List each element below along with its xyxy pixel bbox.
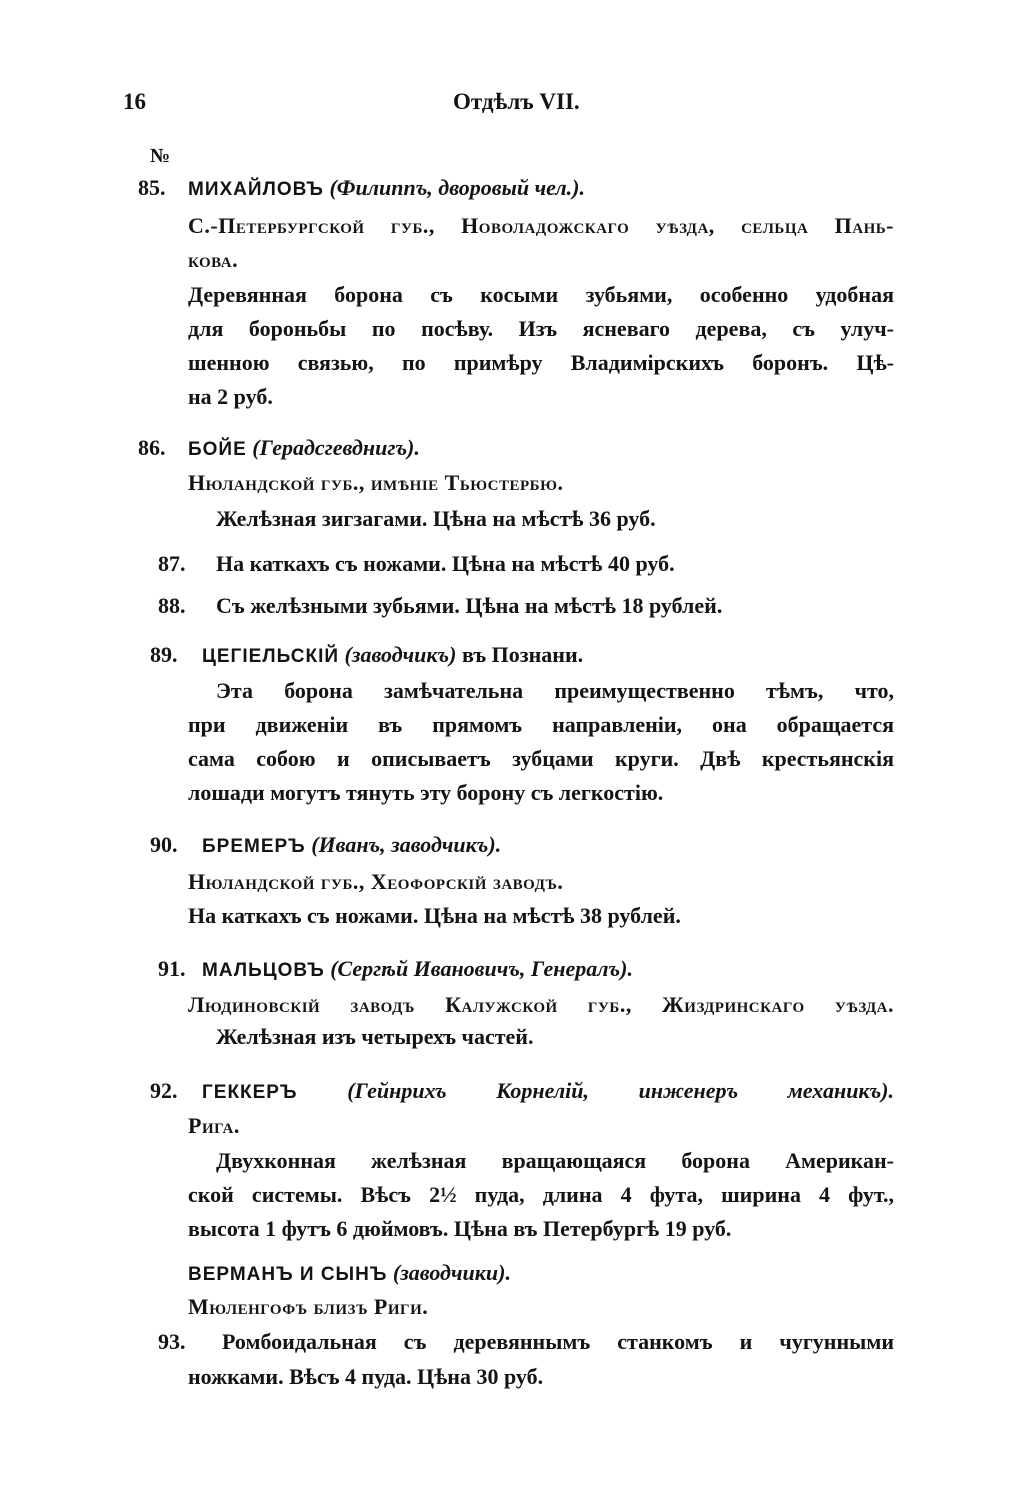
exhibitor-name: ГЕККЕРЪ [202, 1082, 298, 1103]
exhibitor-location-tail: въ Познани. [461, 642, 584, 667]
entry-description: Деревянная борона съ косыми зубьями, особенно удобная [188, 282, 894, 307]
exhibitor-descriptor: (Иванъ, заводчикъ). [311, 832, 502, 857]
entry-description: шенною связью, по примѣру Владимірскихъ боронъ. Цѣ- [188, 350, 894, 375]
exhibitor-descriptor: (Сергѣй Ивановичъ, Генералъ). [330, 956, 633, 981]
entry-description: Двухконная желѣзная вращающаяся борона Американ- [216, 1148, 894, 1173]
entry-description: На каткахъ съ ножами. Цѣна на мѣстѣ 38 рублей. [188, 903, 681, 928]
exhibitor-descriptor: (Герадсгевднигъ). [252, 435, 420, 460]
exhibitor-name: БРЕМЕРЪ [202, 836, 306, 857]
entry-description: Эта борона замѣчательна преимущественно тѣмъ, что, [216, 678, 894, 703]
entry-description: лошади могутъ тянуть эту борону съ легкостію. [188, 780, 664, 805]
exhibitor-descriptor: (заводчикъ) [344, 642, 457, 667]
numero-sign: № [150, 145, 171, 167]
entry-number: 86. [138, 435, 166, 460]
entry-number: 91. [158, 956, 186, 981]
entry-heading [202, 641, 583, 671]
entry-number: 85. [138, 175, 166, 200]
entry-description: на 2 руб. [188, 384, 273, 409]
entry-number: 90. [150, 832, 178, 857]
exhibitor-descriptor: (Филиппъ, дворовый чел.). [329, 175, 585, 200]
entry-description: высота 1 футъ 6 дюймовъ. Цѣна въ Петербургѣ 19 руб. [188, 1216, 732, 1241]
entry-location: С.-Петербургской губ., Новоладожскаго уѣзда, сельца Пань- [188, 213, 894, 238]
exhibitor-name: ЦЕГІЕЛЬСКІЙ [202, 646, 340, 667]
entry-description: сама собою и описываетъ зубцами круги. Двѣ крестьянскія [188, 746, 894, 771]
entry-description: для бороньбы по посѣву. Изъ ясневаго дерева, съ улуч- [188, 316, 894, 341]
entry-description: На каткахъ съ ножами. Цѣна на мѣстѣ 40 руб. [216, 551, 675, 576]
entry-location: Людиновскій заводъ Калужской губ., Жиздринскаго уѣзда. [188, 992, 894, 1017]
exhibitor-descriptor: (заводчики). [392, 1260, 511, 1285]
entry-number: 92. [150, 1078, 178, 1103]
entry-location: Нюландской губ., Хеофорскій заводъ. [188, 869, 564, 894]
entry-description: ножками. Вѣсъ 4 пуда. Цѣна 30 руб. [188, 1364, 544, 1389]
page-number: 16 [123, 89, 146, 114]
entry-number: 89. [150, 642, 178, 667]
entry-description: при движеніи въ прямомъ направленіи, она обращается [188, 712, 894, 737]
entry-heading [202, 955, 633, 985]
entry-description: Желѣзная зигзагами. Цѣна на мѣстѣ 36 руб. [216, 506, 656, 531]
entry-heading [202, 1077, 894, 1107]
entry-description: Желѣзная изъ четырехъ частей. [216, 1024, 534, 1049]
entry-location: Мюленгофъ близъ Риги. [188, 1294, 429, 1319]
exhibitor-name: БОЙЕ [188, 439, 247, 460]
exhibitor-descriptor: (Гейнрихъ Корнелій, инженеръ механикъ). [347, 1078, 894, 1103]
entry-heading [188, 1259, 511, 1289]
entry-number: 88. [158, 593, 186, 618]
entry-location: кова. [188, 247, 239, 272]
entry-description: ской системы. Вѣсъ 2½ пуда, длина 4 фута, ширина 4 фут., [188, 1182, 894, 1207]
page-header: Отдѣлъ VII. [453, 89, 580, 114]
entry-number: 93. [158, 1329, 186, 1354]
exhibitor-name: МИХАЙЛОВЪ [188, 179, 324, 200]
entry-location: Рига. [188, 1113, 240, 1138]
entry-description: Ромбоидальная съ деревяннымъ станкомъ и чугунными [222, 1329, 894, 1354]
exhibitor-name: МАЛЬЦОВЪ [202, 960, 325, 981]
entry-heading [188, 174, 585, 204]
exhibitor-name: ВЕРМАНЪ И СЫНЪ [188, 1264, 388, 1285]
entry-heading [202, 831, 501, 861]
entry-location: Нюландской губ., имѣніе Тьюстербю. [188, 470, 564, 495]
entry-heading [188, 434, 420, 464]
entry-number: 87. [158, 551, 186, 576]
entry-description: Съ желѣзными зубьями. Цѣна на мѣстѣ 18 рублей. [216, 593, 723, 618]
